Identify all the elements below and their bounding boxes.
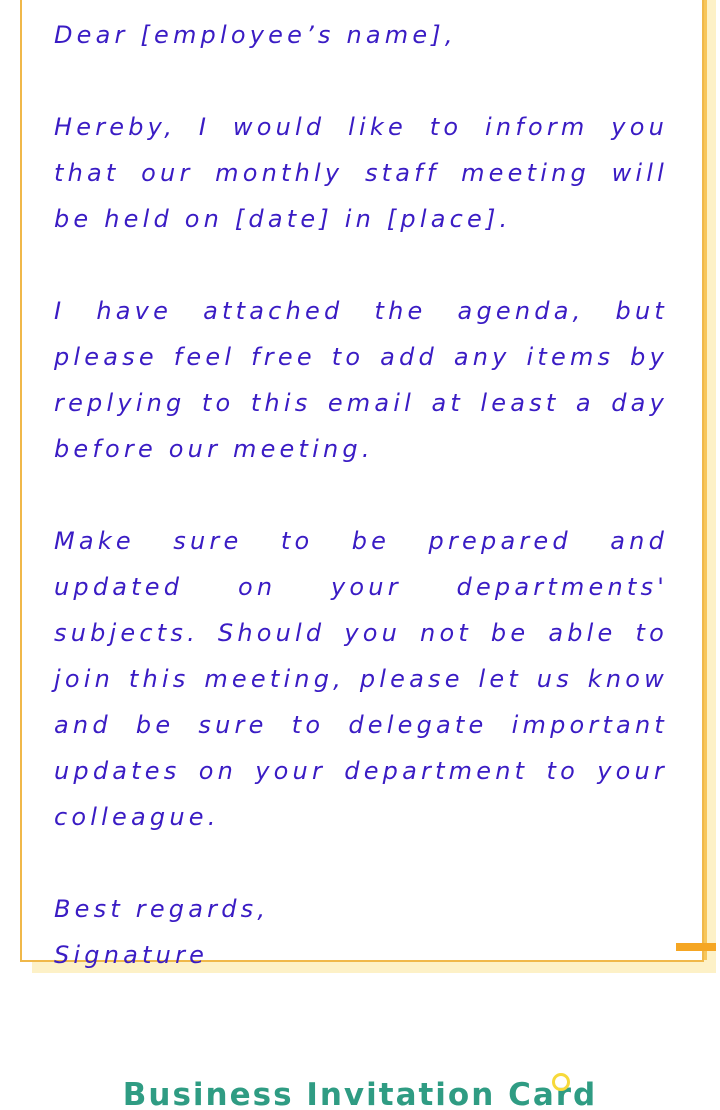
letter-signature: Signature — [54, 941, 209, 969]
letter-greeting: Dear [employee’s name], — [54, 21, 457, 49]
section-title: Business Invitation Card — [122, 1077, 598, 1110]
letter-paragraph-1: Hereby, I would like to inform you that our monthly staff meeting will be held on [date] in [place]. — [54, 113, 668, 233]
ring-icon — [552, 1073, 570, 1091]
card-edge-decoration — [704, 0, 707, 960]
letter-paragraph-2: I have attached the agenda, but please feel free to add any items by replying to this email at least a day before our meeting. — [54, 297, 668, 463]
letter-body — [54, 12, 668, 978]
accent-bar — [676, 943, 716, 951]
letter-closing: Best regards, — [54, 895, 270, 923]
letter-paragraph-3: Make sure to be prepared and updated on your departments' subjects. Should you not be able to join this meeting, please let us know and be sure to delegate important updates on your department to your colleague. — [54, 527, 668, 831]
